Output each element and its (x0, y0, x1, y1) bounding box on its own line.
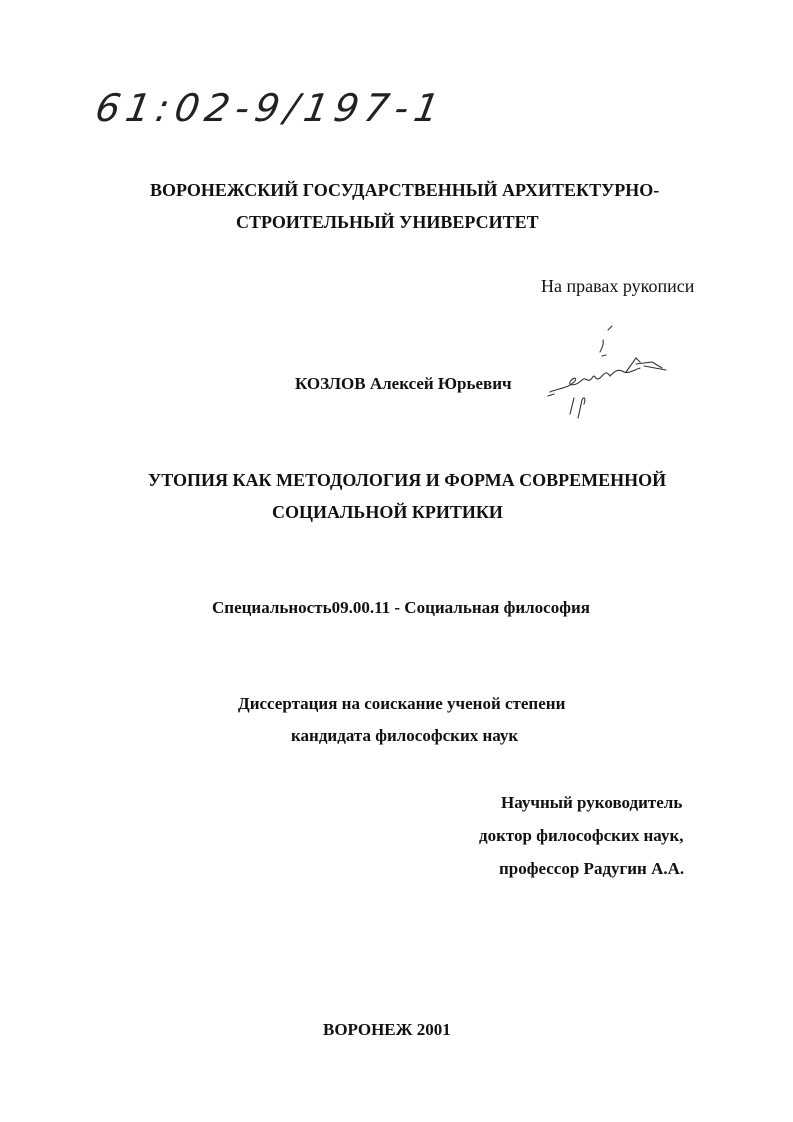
advisor-degree: доктор философских наук, (479, 826, 684, 845)
degree-line2: кандидата философских наук (291, 726, 519, 745)
university-name-line2: СТРОИТЕЛЬНЫЙ УНИВЕРСИТЕТ (236, 212, 539, 232)
manuscript-rights-note: На правах рукописи (541, 276, 695, 296)
degree-line1: Диссертация на соискание ученой степени (238, 694, 566, 713)
author-name: КОЗЛОВ Алексей Юрьевич (295, 374, 512, 393)
specialty-line: Специальность09.00.11 - Социальная философия (212, 598, 590, 617)
author-signature (540, 322, 670, 422)
university-name-line1: ВОРОНЕЖСКИЙ ГОСУДАРСТВЕННЫЙ АРХИТЕКТУРНО- (150, 180, 660, 200)
dissertation-title-line1: УТОПИЯ КАК МЕТОДОЛОГИЯ И ФОРМА СОВРЕМЕННОЙ (148, 470, 667, 490)
city-year: ВОРОНЕЖ 2001 (323, 1020, 451, 1039)
advisor-label: Научный руководитель (501, 793, 683, 812)
dissertation-title-line2: СОЦИАЛЬНОЙ КРИТИКИ (272, 502, 503, 522)
advisor-name: профессор Радугин А.А. (499, 859, 685, 878)
archive-code-handwritten: 61:02-9/197-1 (92, 86, 449, 130)
